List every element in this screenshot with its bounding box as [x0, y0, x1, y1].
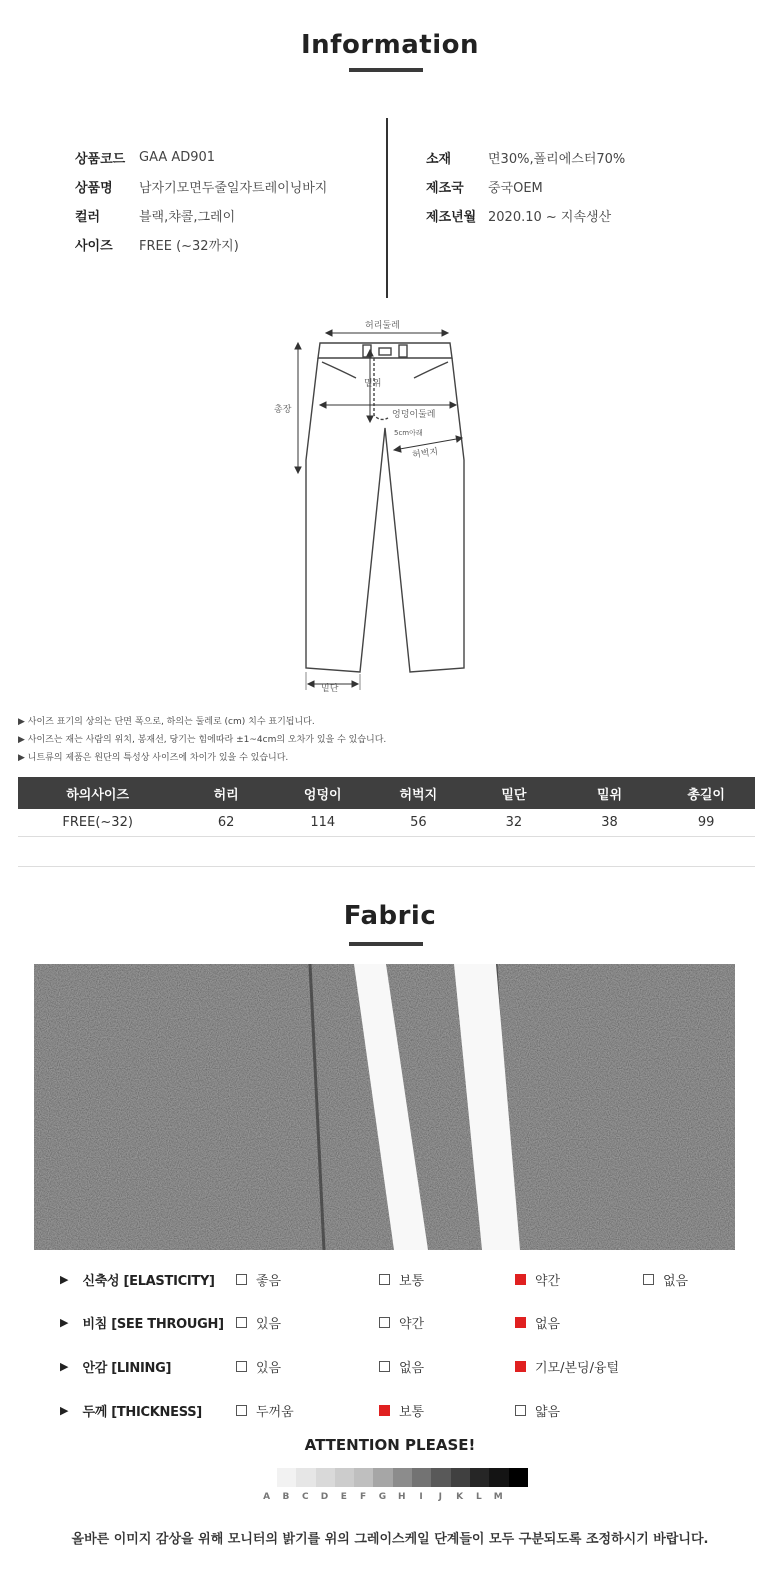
option[interactable]: [236, 1311, 281, 1333]
gray-swatch: [373, 1468, 392, 1487]
col-header: 총길이: [657, 777, 755, 809]
info-value: 면30%,폴리에스터70%: [488, 152, 626, 167]
property-name: 안감 [LINING]: [82, 1360, 172, 1376]
option-label: 좋음: [256, 1273, 282, 1289]
checkbox-checked-icon[interactable]: [515, 1317, 526, 1328]
gray-letter: H: [397, 1492, 406, 1502]
option-selected[interactable]: [379, 1399, 424, 1421]
col-header: 밑위: [562, 777, 658, 809]
gray-letter: F: [360, 1492, 367, 1502]
option-label: 두꺼움: [256, 1404, 294, 1420]
grayscale-strip: [277, 1468, 528, 1487]
thigh-label: 허벅지: [411, 447, 439, 461]
checkbox-checked-icon[interactable]: [515, 1274, 526, 1285]
option[interactable]: [236, 1399, 294, 1421]
option-label: 얇음: [535, 1404, 561, 1420]
col-header: 허벅지: [371, 777, 467, 809]
col-header: 하의사이즈: [18, 777, 177, 809]
table-cell: FREE(~32): [18, 809, 177, 836]
table-cell: 38: [562, 809, 658, 836]
title-underline: [349, 942, 423, 946]
table-cell: 99: [657, 809, 755, 836]
gray-letter: E: [340, 1492, 347, 1502]
table-cell: 32: [466, 809, 562, 836]
attention-title: ATTENTION PLEASE!: [304, 1436, 476, 1454]
option-selected[interactable]: [515, 1311, 560, 1333]
property-name: 두께 [THICKNESS]: [82, 1404, 202, 1420]
gray-swatch: [470, 1468, 489, 1487]
option-label: 있음: [256, 1360, 282, 1376]
info-label: 상품코드: [75, 152, 126, 167]
gray-letter: A: [263, 1492, 271, 1502]
size-notes: [18, 713, 386, 767]
info-value: 2020.10 ~ 지속생산: [488, 210, 612, 225]
info-row: [75, 143, 327, 172]
checkbox-icon[interactable]: [236, 1361, 247, 1372]
size-table: [18, 777, 755, 837]
hem-label: 밑단: [321, 684, 339, 694]
gray-swatch: [393, 1468, 412, 1487]
checkbox-icon[interactable]: [643, 1274, 654, 1285]
option[interactable]: [379, 1355, 424, 1377]
property-row-elasticity: [60, 1268, 760, 1290]
info-row: [426, 201, 625, 230]
info-label: 컬러: [75, 210, 101, 225]
table-cell: 56: [371, 809, 467, 836]
fabric-photo: [34, 964, 735, 1250]
info-value: GAA AD901: [139, 150, 216, 165]
table-cell: 114: [275, 809, 371, 836]
info-value: 중국OEM: [488, 181, 543, 196]
gray-letter: C: [301, 1492, 309, 1502]
info-value: FREE (~32까지): [139, 239, 239, 254]
option[interactable]: [379, 1268, 424, 1290]
thigh-offset-label: 5cm아래: [394, 429, 423, 437]
info-row: [75, 201, 327, 230]
gray-letter: L: [476, 1492, 482, 1502]
gray-letter: G: [378, 1492, 387, 1502]
property-name: 신축성 [ELASTICITY]: [82, 1273, 215, 1289]
info-label: 소재: [426, 152, 452, 167]
fabric-title: Fabric: [343, 901, 437, 931]
bullet-icon: ▶: [60, 1315, 69, 1329]
info-row: [426, 172, 625, 201]
rise-label: 밑위: [364, 379, 382, 389]
info-left: [75, 143, 327, 259]
gray-letter: J: [438, 1492, 442, 1502]
option[interactable]: [236, 1268, 281, 1290]
info-row: [75, 172, 327, 201]
option-label: 있음: [256, 1316, 282, 1332]
option-label: 약간: [535, 1273, 561, 1289]
info-label: 상품명: [75, 181, 113, 196]
option-label: 없음: [535, 1316, 561, 1332]
option[interactable]: [515, 1399, 560, 1421]
table-row: [18, 809, 755, 836]
info-value: 남자기모면두줄일자트레이닝바지: [139, 181, 328, 196]
waist-label: 허리둘레: [365, 321, 400, 331]
option-label: 보통: [399, 1273, 425, 1289]
info-label: 사이즈: [75, 239, 113, 254]
checkbox-icon[interactable]: [236, 1274, 247, 1285]
option-label: 약간: [399, 1316, 425, 1332]
gray-letter: I: [419, 1492, 423, 1502]
info-right: [426, 143, 625, 230]
col-header: 엉덩이: [275, 777, 371, 809]
option-label: 보통: [399, 1404, 425, 1420]
option-selected[interactable]: [515, 1355, 619, 1377]
info-row: [75, 230, 327, 259]
table-cell: 62: [177, 809, 275, 836]
col-header: 밑단: [466, 777, 562, 809]
checkbox-checked-icon[interactable]: [515, 1361, 526, 1372]
bullet-icon: ▶: [60, 1403, 69, 1417]
gray-swatch: [431, 1468, 450, 1487]
checkbox-icon[interactable]: [236, 1317, 247, 1328]
note-item: ▶ 사이즈는 재는 사람의 위치, 봉재선, 당기는 힘에따라 ±1~4cm의 오차가 있을 수 있습니다.: [18, 735, 387, 745]
total-length-label: 총장: [274, 405, 292, 415]
checkbox-checked-icon[interactable]: [379, 1405, 390, 1416]
gray-swatch: [296, 1468, 315, 1487]
gray-swatch: [354, 1468, 373, 1487]
col-header: 허리: [177, 777, 275, 809]
gray-swatch: [451, 1468, 470, 1487]
pants-outline-icon: [270, 310, 480, 700]
checkbox-icon[interactable]: [515, 1405, 526, 1416]
property-row-thickness: [60, 1399, 760, 1421]
option[interactable]: [379, 1311, 424, 1333]
table-header-row: [18, 777, 755, 809]
gray-letter: B: [282, 1492, 290, 1502]
checkbox-icon[interactable]: [379, 1361, 390, 1372]
property-name: 비침 [SEE THROUGH]: [82, 1316, 224, 1332]
gray-swatch: [335, 1468, 354, 1487]
option[interactable]: [643, 1268, 688, 1290]
property-row-lining: [60, 1355, 760, 1377]
note-item: ▶ 니트류의 제품은 원단의 특성상 사이즈에 차이가 있을 수 있습니다.: [18, 753, 289, 763]
bullet-icon: ▶: [60, 1272, 69, 1286]
option-selected[interactable]: [515, 1268, 560, 1290]
section-divider: [18, 866, 755, 867]
gray-letter: K: [456, 1492, 464, 1502]
info-value: 블랙,챠콜,그레이: [139, 210, 236, 225]
property-row-see-through: [60, 1311, 760, 1333]
note-item: ▶ 사이즈 표기의 상의는 단면 폭으로, 하의는 둘레로 (cm) 치수 표기됩니다.: [18, 717, 315, 727]
monitor-note: 올바른 이미지 감상을 위해 모니터의 밝기를 위의 그레이스케일 단계들이 모두 구분되도록 조정하시기 바랍니다.: [71, 1532, 709, 1547]
gray-swatch: [412, 1468, 431, 1487]
grayscale-letters: [257, 1492, 508, 1502]
checkbox-icon[interactable]: [379, 1274, 390, 1285]
info-row: [426, 143, 625, 172]
gray-swatch: [316, 1468, 335, 1487]
pants-size-diagram: [270, 310, 480, 700]
information-title: Information: [300, 30, 480, 60]
gray-letter: D: [320, 1492, 329, 1502]
gray-swatch: [489, 1468, 508, 1487]
bullet-icon: ▶: [60, 1359, 69, 1373]
info-divider: [386, 118, 388, 298]
gray-swatch: [509, 1468, 528, 1487]
fabric-texture-image: [34, 964, 735, 1250]
gray-letter: M: [493, 1492, 503, 1502]
info-label: 제조년월: [426, 210, 477, 225]
checkbox-icon[interactable]: [379, 1317, 390, 1328]
hip-label: 엉덩이둘레: [392, 410, 436, 420]
option-label: 기모/본딩/융털: [535, 1360, 620, 1376]
checkbox-icon[interactable]: [236, 1405, 247, 1416]
gray-swatch: [277, 1468, 296, 1487]
title-underline: [349, 68, 423, 72]
info-label: 제조국: [426, 181, 464, 196]
option-label: 없음: [663, 1273, 689, 1289]
option[interactable]: [236, 1355, 281, 1377]
option-label: 없음: [399, 1360, 425, 1376]
